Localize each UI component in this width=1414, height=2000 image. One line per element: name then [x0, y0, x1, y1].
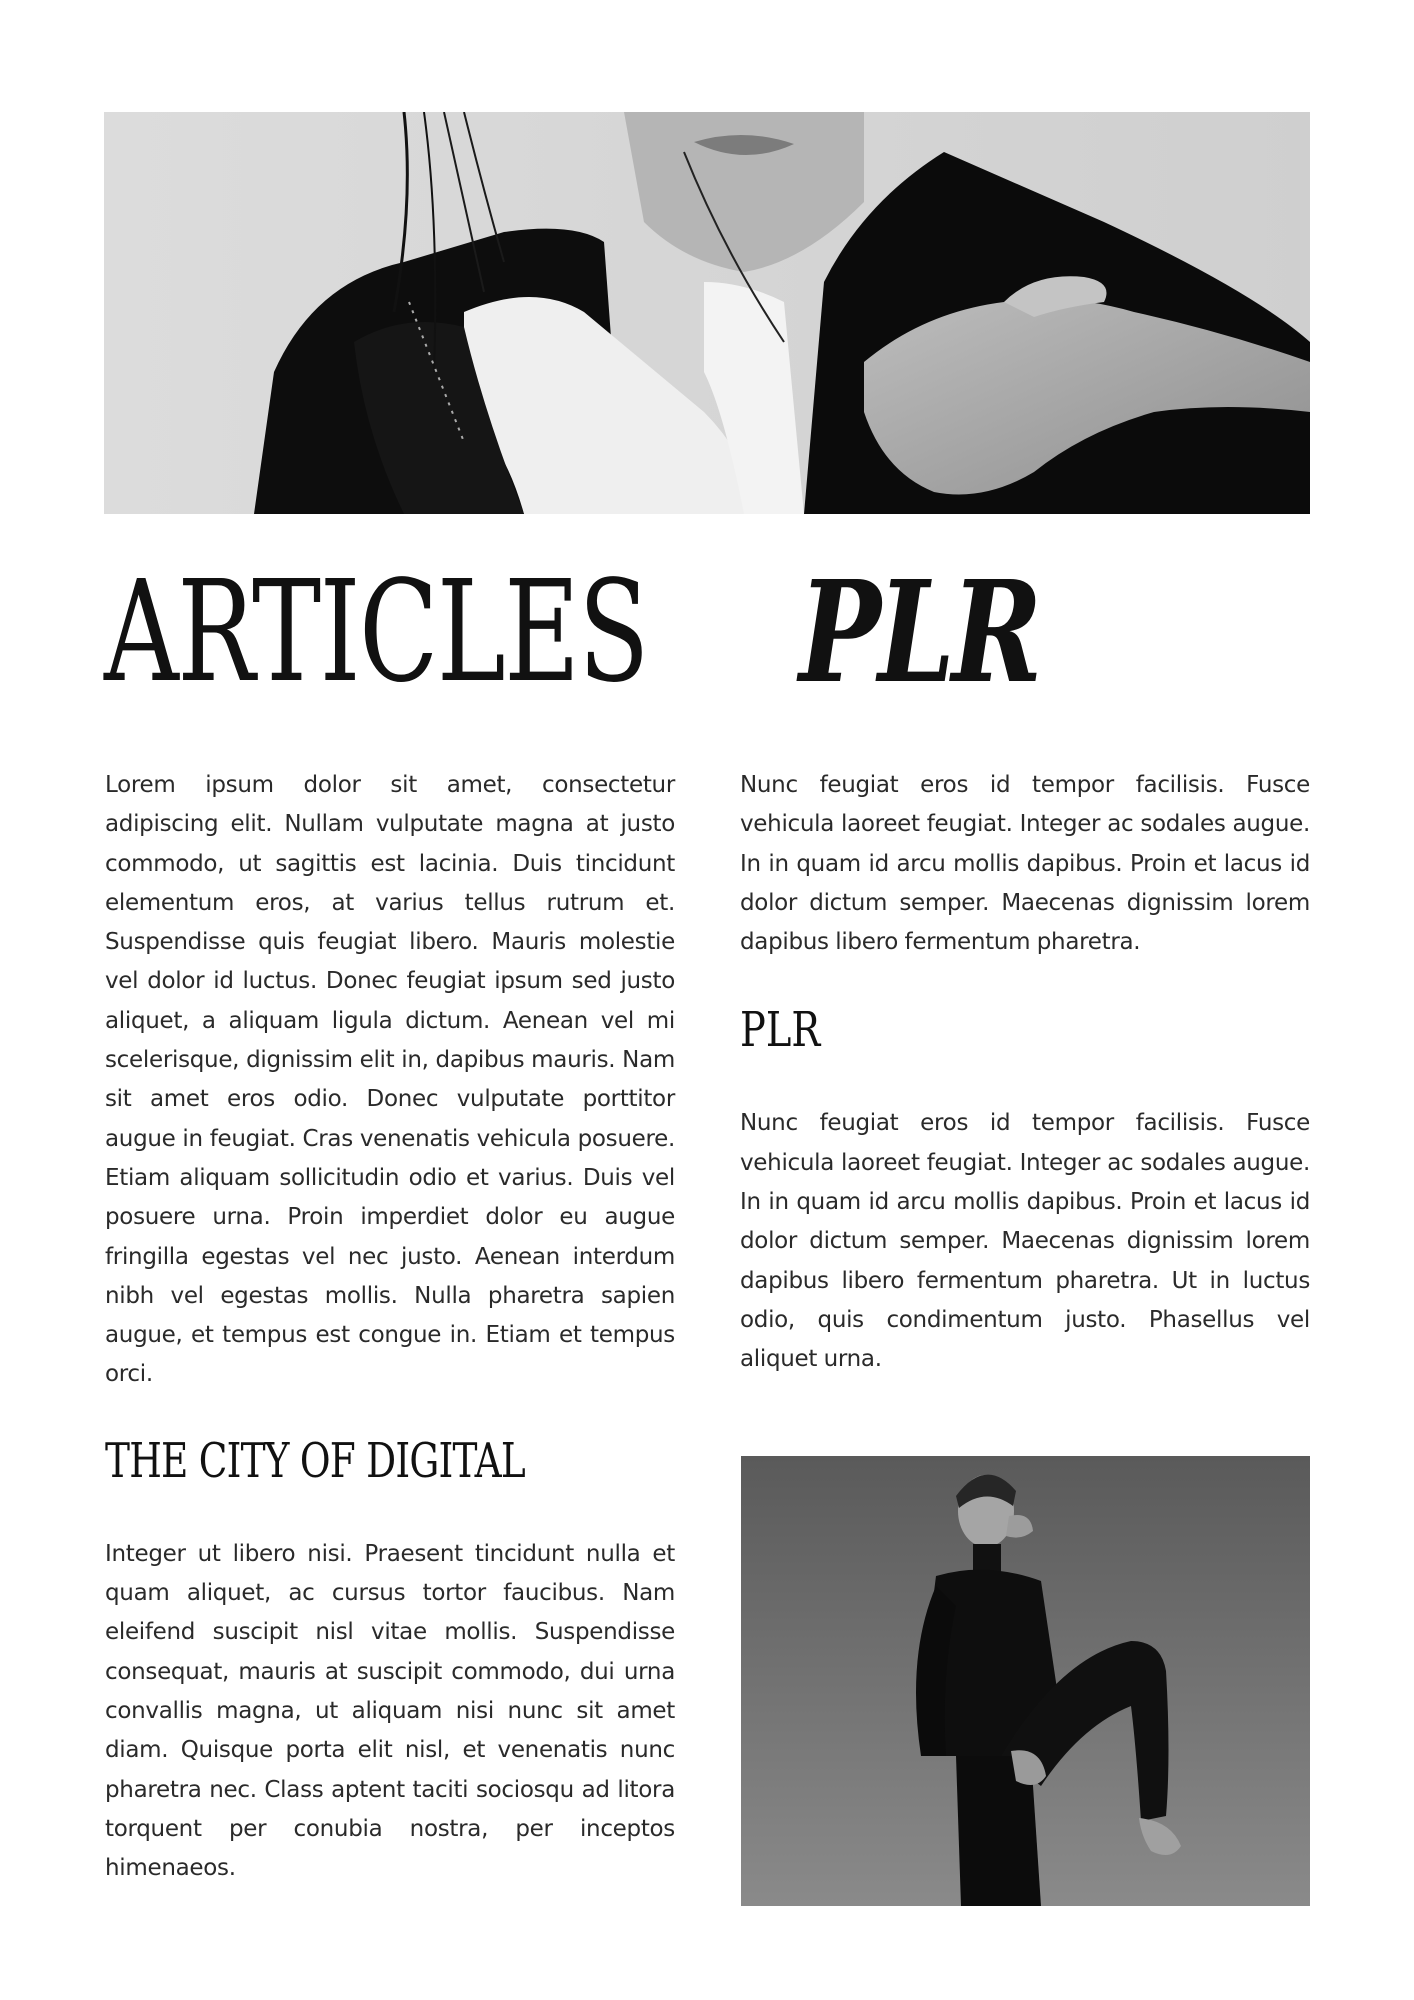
right-paragraph-1: Nunc feugiat eros id tempor facilisis. Fusce vehicula laoreet feugiat. Integer ac sodales augue. In in quam id arcu mollis dapibus. Proin et lacus id dolor dictum semper. Maecenas dignissim lorem dapibus libero fermentum pharetra.: [740, 772, 1310, 956]
left-column: [105, 766, 675, 1888]
title-light-word: ARTICLES: [104, 551, 648, 714]
feature-photo: [741, 1456, 1310, 1906]
section-heading-plr: PLR: [740, 1002, 821, 1059]
left-paragraph-1: Lorem ipsum dolor sit amet, consectetur adipiscing elit. Nullam vulputate magna at justo commodo, ut sagittis est lacinia. Duis tincidunt elementum eros, at varius tellus rutrum et. Suspendisse quis feugiat libero. Mauris molestie vel dolor id luctus. Donec feugiat ipsum sed justo aliquet, a aliquam ligula dictum. Aenean vel mi scelerisque, dignissim elit in, dapibus mauris. Nam sit amet eros odio. Donec vulputate porttitor augue in feugiat. Cras venenatis vehicula posuere. Etiam aliquam sollicitudin odio et varius. Duis vel posuere urna. Proin imperdiet dolor eu augue fringilla egestas vel nec justo. Aenean interdum nibh vel egestas mollis. Nulla pharetra sapien augue, et tempus est congue in. Etiam et tempus orci.: [105, 772, 675, 1388]
title-bold-word: PLR: [799, 551, 1040, 715]
hero-photo: [104, 112, 1310, 514]
section-heading-city-of-digital: THE CITY OF DIGITAL: [105, 1432, 525, 1489]
right-paragraph-2: Nunc feugiat eros id tempor facilisis. Fusce vehicula laoreet feugiat. Integer ac sodales augue. In in quam id arcu mollis dapibus. Proin et lacus id dolor dictum semper. Maecenas dignissim lorem dapibus libero fermentum pharetra. Ut in luctus odio, quis condimentum justo. Phasellus vel aliquet urna.: [740, 1110, 1310, 1373]
left-paragraph-2: Integer ut libero nisi. Praesent tincidunt nulla et quam aliquet, ac cursus tortor faucibus. Nam eleifend suscipit nisl vitae mollis. Suspendisse consequat, mauris at suscipit commodo, dui urna convallis magna, ut aliquam nisi nunc sit amet diam. Quisque porta elit nisl, et venenatis nunc pharetra nec. Class aptent taciti sociosqu ad litora torquent per conubia nostra, per inceptos himenaeos.: [105, 1540, 675, 1882]
right-column: [740, 766, 1310, 1380]
page-title: [104, 548, 1310, 718]
